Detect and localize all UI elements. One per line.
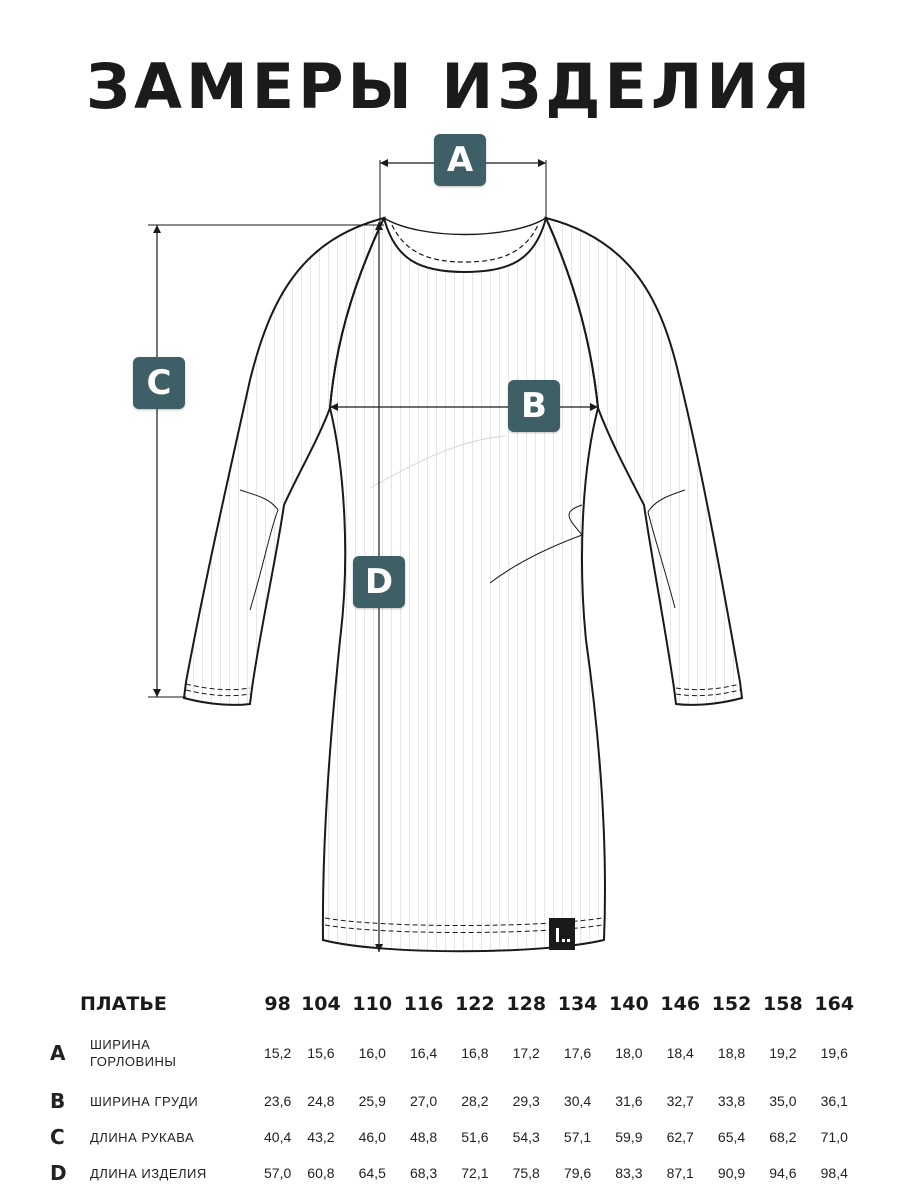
table-cell: 98,4 — [820, 1165, 848, 1181]
size-column-header: 164 — [814, 993, 855, 1015]
table-cell: 18,4 — [666, 1045, 694, 1061]
badge-c: C — [133, 357, 185, 409]
table-cell: 54,3 — [512, 1129, 540, 1145]
garment-name: ПЛАТЬЕ — [80, 993, 167, 1015]
size-column-header: 110 — [352, 993, 393, 1015]
table-cell: 24,8 — [307, 1093, 335, 1109]
badge-b: B — [508, 380, 560, 432]
table-cell: 65,4 — [717, 1129, 746, 1145]
table-cell: 36,1 — [820, 1093, 848, 1109]
size-column-header: 140 — [609, 993, 649, 1015]
size-column-header: 122 — [455, 993, 495, 1015]
table-row — [40, 1155, 860, 1191]
table-cell: 17,6 — [563, 1045, 592, 1061]
row-label: ШИРИНА ГОРЛОВИНЫ — [90, 1037, 177, 1069]
size-column-header: 116 — [403, 993, 444, 1015]
table-cell: 19,2 — [769, 1045, 797, 1061]
table-cell: 33,8 — [717, 1093, 746, 1109]
table-cell: 72,1 — [461, 1165, 489, 1181]
size-header-row — [40, 985, 860, 1023]
row-letter: B — [50, 1089, 66, 1113]
table-cell: 64,5 — [358, 1165, 386, 1181]
table-cell: 27,0 — [409, 1093, 438, 1109]
brand-tag — [549, 918, 575, 950]
row-label: ДЛИНА РУКАВА — [90, 1129, 195, 1145]
table-cell: 15,2 — [264, 1045, 292, 1061]
table-cell: 31,6 — [615, 1093, 643, 1109]
table-cell: 28,2 — [461, 1093, 489, 1109]
table-cell: 87,1 — [666, 1165, 694, 1181]
table-cell: 62,7 — [666, 1129, 694, 1145]
row-letter: A — [50, 1041, 66, 1065]
table-row — [40, 1119, 860, 1155]
size-column-header: 152 — [711, 993, 752, 1015]
size-column-header: 158 — [763, 993, 803, 1015]
size-column-header: 104 — [301, 993, 341, 1015]
table-row — [40, 1023, 860, 1083]
table-cell: 51,6 — [461, 1129, 489, 1145]
table-cell: 32,7 — [666, 1093, 694, 1109]
table-cell: 18,8 — [717, 1045, 746, 1061]
row-label: ДЛИНА ИЗДЕЛИЯ — [90, 1165, 207, 1181]
table-cell: 29,3 — [512, 1093, 540, 1109]
table-cell: 83,3 — [615, 1165, 643, 1181]
row-letter: D — [50, 1161, 67, 1185]
table-cell: 23,6 — [264, 1093, 292, 1109]
table-cell: 35,0 — [769, 1093, 797, 1109]
table-cell: 40,4 — [264, 1129, 292, 1145]
table-row — [40, 1083, 860, 1119]
table-cell: 17,2 — [512, 1045, 540, 1061]
table-cell: 94,6 — [769, 1165, 797, 1181]
table-cell: 57,1 — [563, 1129, 592, 1145]
badge-d: D — [353, 556, 405, 608]
table-cell: 90,9 — [717, 1165, 746, 1181]
table-cell: 68,2 — [769, 1129, 797, 1145]
table-cell: 75,8 — [512, 1165, 540, 1181]
size-column-header: 128 — [506, 993, 547, 1015]
size-chart-table — [40, 985, 860, 1191]
table-cell: 68,3 — [409, 1165, 438, 1181]
table-cell: 59,9 — [615, 1129, 643, 1145]
table-cell: 43,2 — [307, 1129, 335, 1145]
size-column-header: 146 — [660, 993, 701, 1015]
table-cell: 71,0 — [820, 1129, 848, 1145]
table-cell: 79,6 — [563, 1165, 592, 1181]
size-column-header: 134 — [557, 993, 598, 1015]
table-cell: 57,0 — [264, 1165, 292, 1181]
table-cell: 15,6 — [307, 1045, 335, 1061]
table-cell: 16,8 — [461, 1045, 489, 1061]
table-cell: 48,8 — [409, 1129, 438, 1145]
table-cell: 16,0 — [358, 1045, 386, 1061]
table-cell: 18,0 — [615, 1045, 643, 1061]
badge-a: A — [434, 134, 486, 186]
table-cell: 60,8 — [307, 1165, 335, 1181]
table-cell: 16,4 — [409, 1045, 438, 1061]
table-cell: 30,4 — [563, 1093, 592, 1109]
table-cell: 25,9 — [358, 1093, 386, 1109]
row-label: ШИРИНА ГРУДИ — [90, 1093, 199, 1109]
row-letter: C — [50, 1125, 65, 1149]
size-column-header: 98 — [264, 993, 291, 1015]
table-cell: 46,0 — [358, 1129, 386, 1145]
page-title: ЗАМЕРЫ ИЗДЕЛИЯ — [86, 50, 814, 123]
table-cell: 19,6 — [820, 1045, 848, 1061]
